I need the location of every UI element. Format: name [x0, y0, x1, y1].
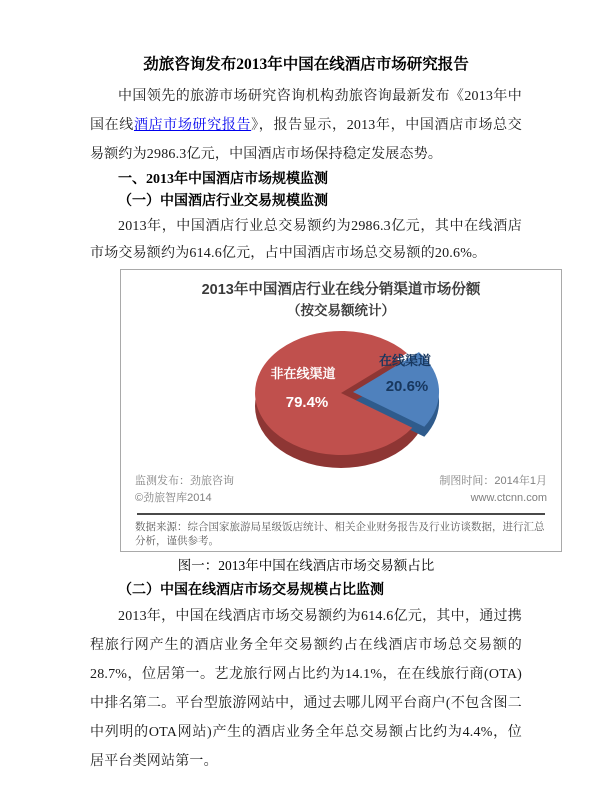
chart-title: 2013年中国酒店行业在线分销渠道市场份额 [201, 282, 481, 298]
section-heading-1: 一、2013年中国酒店市场规模监测 [118, 172, 328, 187]
pie-label-online: 在线渠道 [378, 353, 432, 368]
intro-text-post: 》，报告显示，2013年，中国酒店市场总交易额约为2986.3亿元，中国酒店市场保持稳定发展态势。 [90, 118, 522, 162]
figure-caption: 图一：2013年中国在线酒店市场交易额占比 [177, 558, 435, 573]
intro-text-pre: 中国领先的旅游市场研究咨询机构劲旅咨询最新发布《2013年中国在线 [90, 89, 522, 133]
chart-credits [135, 473, 547, 507]
chart-data-source: 数据来源：综合国家旅游局星级饭店统计、相关企业财务报告及行业访谈数据，进行汇总分析，谨供参考。 [135, 521, 545, 547]
chart-time: 制图时间：2014年1月 [439, 475, 547, 487]
chart-subtitle: （按交易额统计） [287, 303, 395, 318]
chart-figure [120, 269, 562, 552]
report-hyperlink[interactable]: 酒店市场研究报告 [133, 118, 252, 133]
pie-label-offline: 非在线渠道 [270, 366, 336, 381]
page-title: 劲旅咨询发布2013年中国在线酒店市场研究报告 [143, 56, 469, 73]
paragraph-market-size: 2013年，中国酒店行业总交易额约为2986.3亿元，其中在线酒店市场交易额约为614.6亿元，占中国酒店市场总交易额的20.6%。 [90, 219, 522, 261]
paragraph-intro [90, 82, 522, 169]
pie-chart [135, 321, 549, 471]
pie-value-online: 20.6% [385, 378, 429, 395]
chart-credit-left [135, 473, 234, 507]
pie-value-offline: 79.4% [285, 394, 329, 411]
subsection-heading-1-1: （一）中国酒店行业交易规模监测 [118, 194, 328, 209]
subsection-heading-1-2: （二）中国在线酒店市场交易规模占比监测 [118, 583, 384, 598]
chart-publisher: 监测发布：劲旅咨询 [135, 475, 234, 487]
chart-copyright: ©劲旅智库2014 [135, 492, 212, 504]
paragraph-online-share: 2013年，中国在线酒店市场交易额约为614.6亿元，其中，通过携程旅行网产生的酒店业务全年交易额约占在线酒店市场总交易额的28.7%，位居第一。艺龙旅行网占比约为14.1%，在在线旅行商(OTA)中排名第二。平台型旅游网站中，通过去哪儿网平台商户(不包含图二中列明的OTA网站)产生的酒店业务全年总交易额占比约为4.4%，位居平台类网站第一。 [90, 609, 522, 769]
chart-website: www.ctcnn.com [470, 492, 547, 504]
chart-separator [137, 513, 545, 515]
chart-credit-right [439, 473, 547, 507]
